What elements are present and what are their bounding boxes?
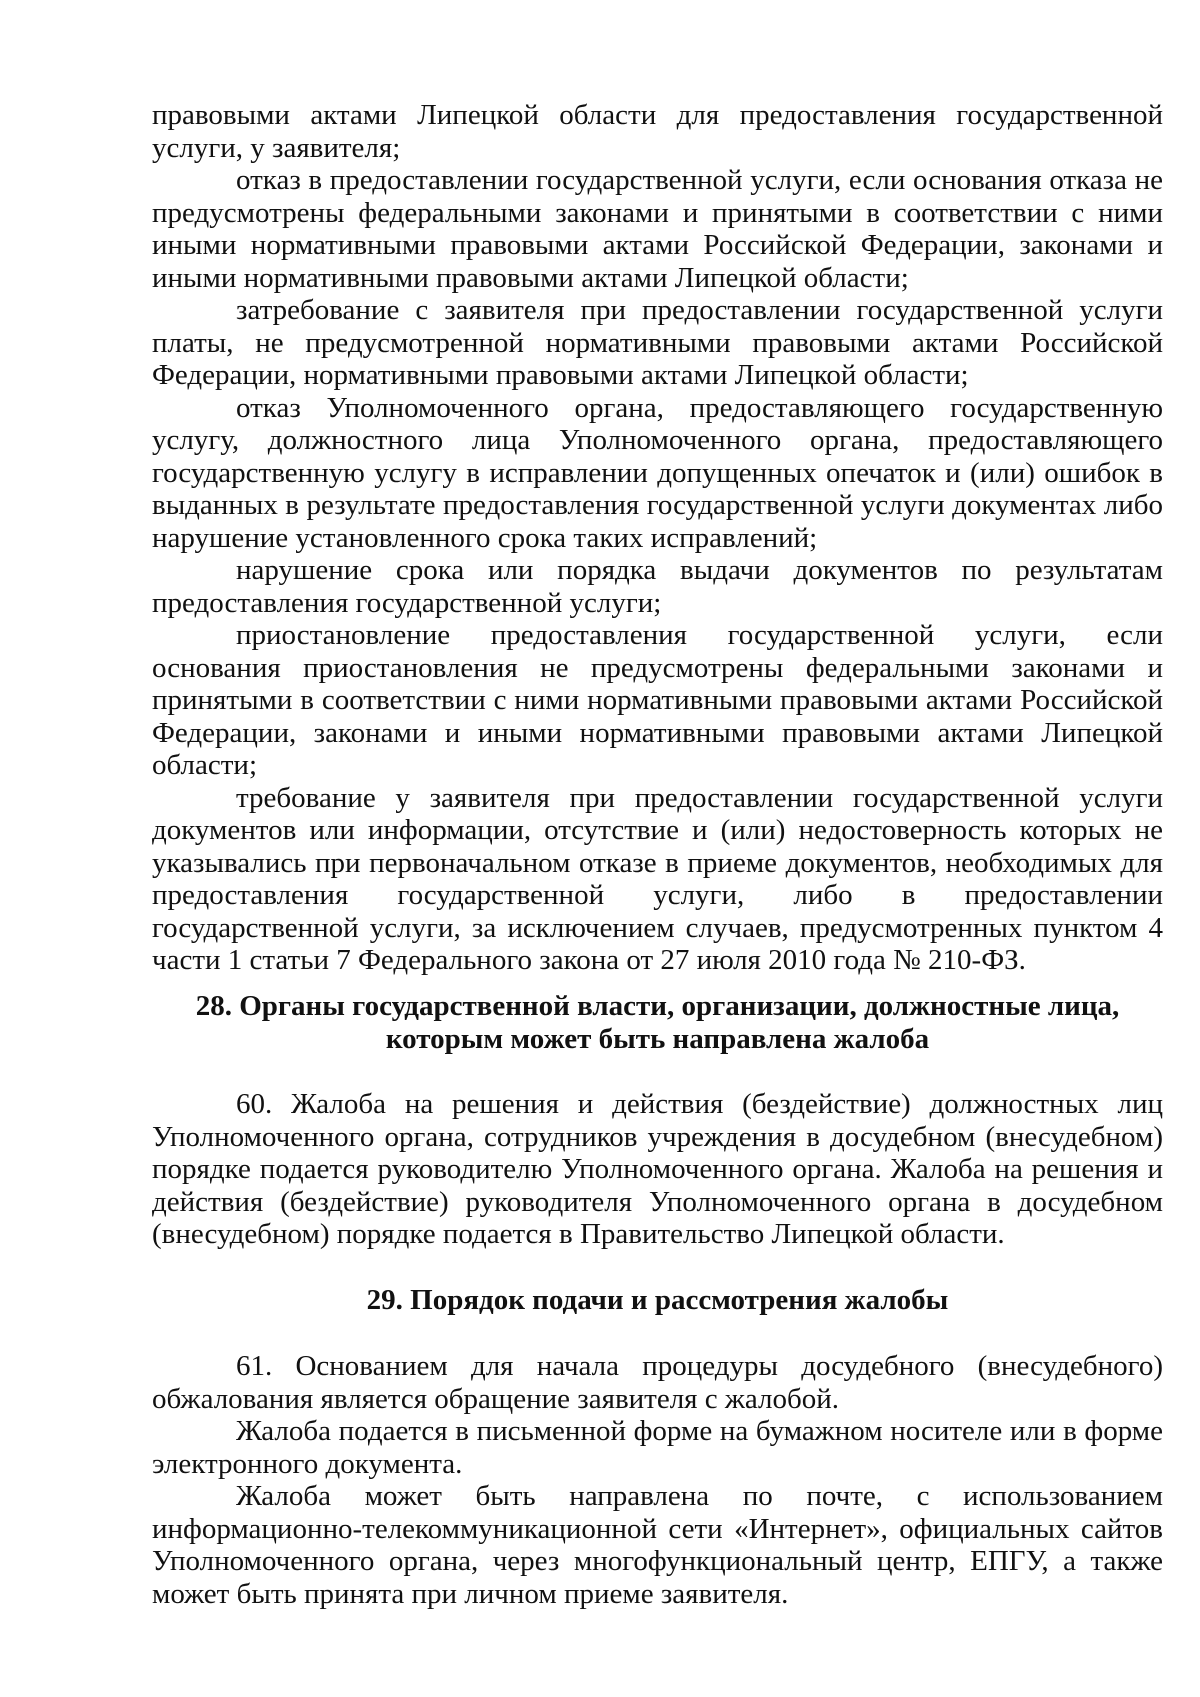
paragraph-correction-refusal: отказ Уполномоченного органа, предоставляющего государственную услугу, должностного лица Уполномоченного органа, предоставляющего государственную услугу в исправлении допущенных опечаток и (или) ошибок в выданных в результате предоставления государственной услуги документах либо нарушение установленного срока таких исправлений;	[152, 391, 1163, 554]
paragraph-refusal: отказ в предоставлении государственной услуги, если основания отказа не предусмотрены федеральными законами и принятыми в соответствии с ними иными нормативными правовыми актами Российской Федерации, законами и иными нормативными правовыми актами Липецкой области;	[152, 164, 1163, 294]
section-28-body	[152, 1088, 1163, 1251]
grounds-list	[152, 99, 1163, 977]
section-28-heading-line2: которым может быть направлена жалоба	[385, 1022, 930, 1055]
paragraph-61: 61. Основанием для начала процедуры досудебного (внесудебного) обжалования является обращение заявителя с жалобой.	[152, 1350, 1163, 1415]
paragraph-document-demand: требование у заявителя при предоставлении государственной услуги документов или информации, отсутствие и (или) недостоверность которых не указывались при первоначальном отказе в приеме документов, необходимых для предоставления государственной услуги, либо в предоставлении государственной услуги, за исключением случаев, предусмотренных пунктом 4 части 1 статьи 7 Федерального закона от 27 июля 2010 года № 210-ФЗ.	[152, 781, 1163, 976]
paragraph-60: 60. Жалоба на решения и действия (бездействие) должностных лиц Уполномоченного органа, сотрудников учреждения в досудебном (внесудебном) порядке подается руководителю Уполномоченного органа. Жалоба на решения и действия (бездействие) руководителя Уполномоченного органа в досудебном (внесудебном) порядке подается в Правительство Липецкой области.	[152, 1088, 1163, 1250]
section-28-heading	[152, 990, 1163, 1055]
paragraph-continuation: правовыми актами Липецкой области для предоставления государственной услуги, у заявителя;	[152, 99, 1163, 164]
paragraph-deadline-violation: нарушение срока или порядка выдачи документов по результатам предоставления государственной услуги;	[152, 554, 1163, 619]
paragraph-submission-channels: Жалоба может быть направлена по почте, с использованием информационно-телекоммуникационной сети «Интернет», официальных сайтов Уполномоченного органа, через многофункциональный центр, ЕПГУ, а также может быть принята при личном приеме заявителя.	[152, 1480, 1163, 1610]
paragraph-written-form: Жалоба подается в письменной форме на бумажном носителе или в форме электронного документа.	[152, 1415, 1163, 1480]
paragraph-fee-demand: затребование с заявителя при предоставлении государственной услуги платы, не предусмотренной нормативными правовыми актами Российской Федерации, нормативными правовыми актами Липецкой области;	[152, 294, 1163, 391]
paragraph-suspension: приостановление предоставления государственной услуги, если основания приостановления не предусмотрены федеральными законами и принятыми в соответствии с ними нормативными правовыми актами Российской Федерации, законами и иными нормативными правовыми актами Липецкой области;	[152, 619, 1163, 781]
section-29-body	[152, 1350, 1163, 1610]
section-29-heading: 29. Порядок подачи и рассмотрения жалобы	[366, 1284, 949, 1316]
section-28-heading-line1: 28. Органы государственной власти, организации, должностные лица,	[195, 990, 1120, 1022]
